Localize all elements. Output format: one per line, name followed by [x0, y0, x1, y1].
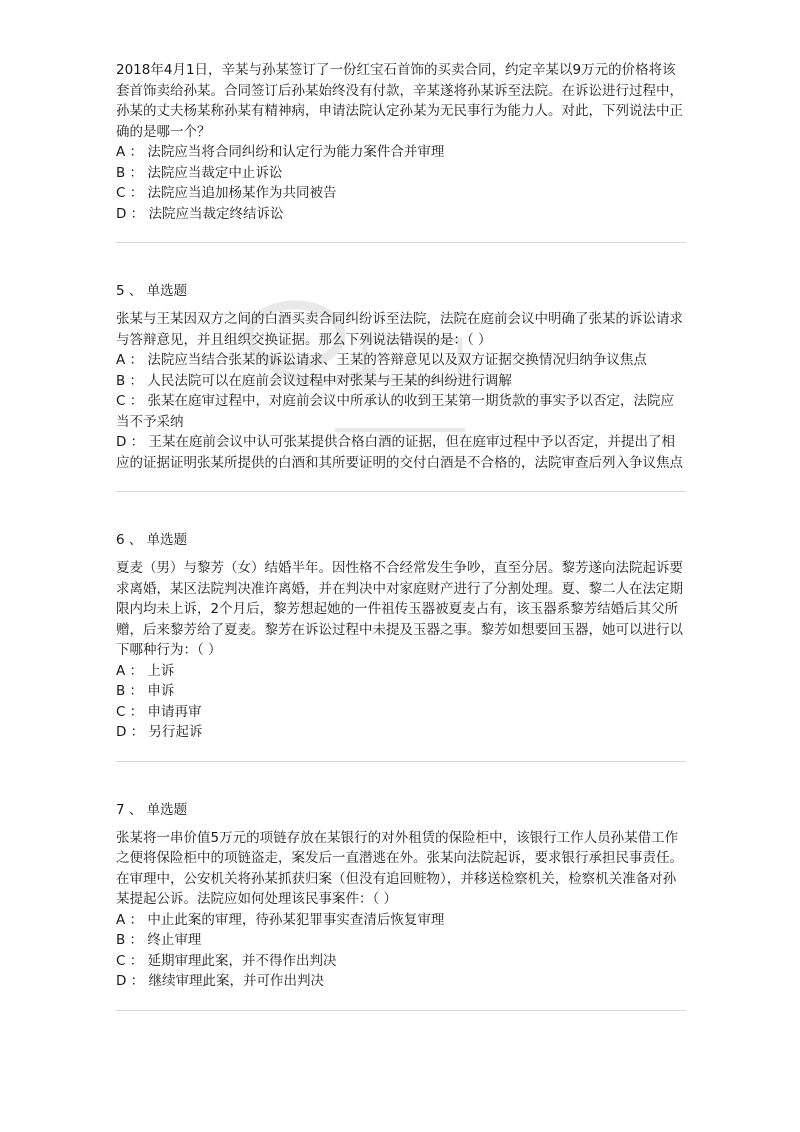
option-a[interactable]: A ： 中止此案的审理，待孙某犯罪事实查清后恢复审理 [116, 911, 445, 928]
option-a[interactable]: A ： 法院应当结合张某的诉讼请求、王某的答辩意见以及双方证据交换情况归纳争议焦点 [116, 352, 647, 368]
question-stem: 2018年4月1日，辛某与孙某签订了一份红宝石首饰的买卖合同，约定辛某以9万元的价格将该套首饰卖给孙某。合同签订后孙某始终没有付款，辛某遂将孙某诉至法院。在诉讼进行过程中，孙某的丈夫杨某称孙某有精神病，申请法院认定孙某为无民事行为能力人。对此，下列说法中正确的是哪一个？ [116, 62, 683, 140]
question-header: 5 、 单选题 [116, 283, 188, 299]
option-a[interactable]: A ： 法院应当将合同纠纷和认定行为能力案件合并审理 [116, 144, 445, 160]
divider [116, 242, 686, 243]
option-d[interactable]: D ： 另行起诉 [116, 724, 203, 740]
option-c[interactable]: C ： 申请再审 [116, 703, 202, 720]
option-c[interactable]: C ： 法院应当追加杨某作为共同被告 [116, 185, 337, 201]
option-d[interactable]: D ： 王某在庭前会议中认可张某提供合格白酒的证据，但在庭审过程中予以否定，并提出了相应的证据证明张某所提供的白酒和其所要证明的交付白酒是不合格的，法院审查后列入争议焦点 [116, 434, 683, 471]
question-header: 6 、 单选题 [116, 532, 188, 548]
divider [116, 761, 686, 762]
option-c[interactable]: C ： 张某在庭审过程中，对庭前会议中所承认的收到王某第一期货款的事实予以否定，法院应当不予采纳 [116, 393, 675, 430]
option-b[interactable]: B ： 终止审理 [116, 932, 202, 948]
question-header: 7 、 单选题 [116, 801, 188, 818]
question-7 [116, 800, 686, 1011]
question-5 [116, 281, 686, 492]
option-b[interactable]: B ： 人民法院可以在庭前会议过程中对张某与王某的纠纷进行调解 [116, 372, 512, 389]
question-6 [116, 530, 686, 762]
question-stem: 夏麦（男）与黎芳（女）结婚半年。因性格不合经常发生争吵，直至分居。黎芳遂向法院起诉要求离婚，某区法院判决准许离婚，并在判决中对家庭财产进行了分割处理。夏、黎二人在法定期限内均未上诉，2个月后，黎芳想起她的一件祖传玉器被夏麦占有，该玉器系黎芳结婚后其父所赠，后来黎芳给了夏麦。黎芳在诉讼过程中未提及玉器之事。黎芳如想要回玉器，她可以进行以下哪种行为：（ ） [116, 560, 683, 658]
question-stem: 张某与王某因双方之间的白酒买卖合同纠纷诉至法院，法院在庭前会议中明确了张某的诉讼请求与答辩意见，并且组织交换证据。那么下列说法错误的是：（ ） [116, 311, 683, 348]
option-d[interactable]: D ： 法院应当裁定终结诉讼 [116, 205, 284, 222]
question-list [116, 60, 686, 1011]
question-stem: 张某将一串价值5万元的项链存放在某银行的对外租赁的保险柜中，该银行工作人员孙某借工作之便将保险柜中的项链盗走，案发后一直潜逃在外。张某向法院起诉，要求银行承担民事责任。在审理中，公安机关将孙某抓获归案（但没有追回赃物），并移送检察机关，检察机关准备对孙某提起公诉。法院应如何处理该民事案件：（ ） [116, 829, 683, 907]
option-a[interactable]: A ： 上诉 [116, 662, 175, 679]
option-b[interactable]: B ： 法院应当裁定中止诉讼 [116, 164, 283, 181]
option-b[interactable]: B ： 申诉 [116, 683, 175, 699]
divider [116, 1010, 686, 1011]
question-4 [116, 60, 686, 243]
divider [116, 491, 686, 492]
option-d[interactable]: D ： 继续审理此案，并可作出判决 [116, 973, 324, 989]
option-c[interactable]: C ： 延期审理此案，并不得作出判决 [116, 952, 337, 969]
